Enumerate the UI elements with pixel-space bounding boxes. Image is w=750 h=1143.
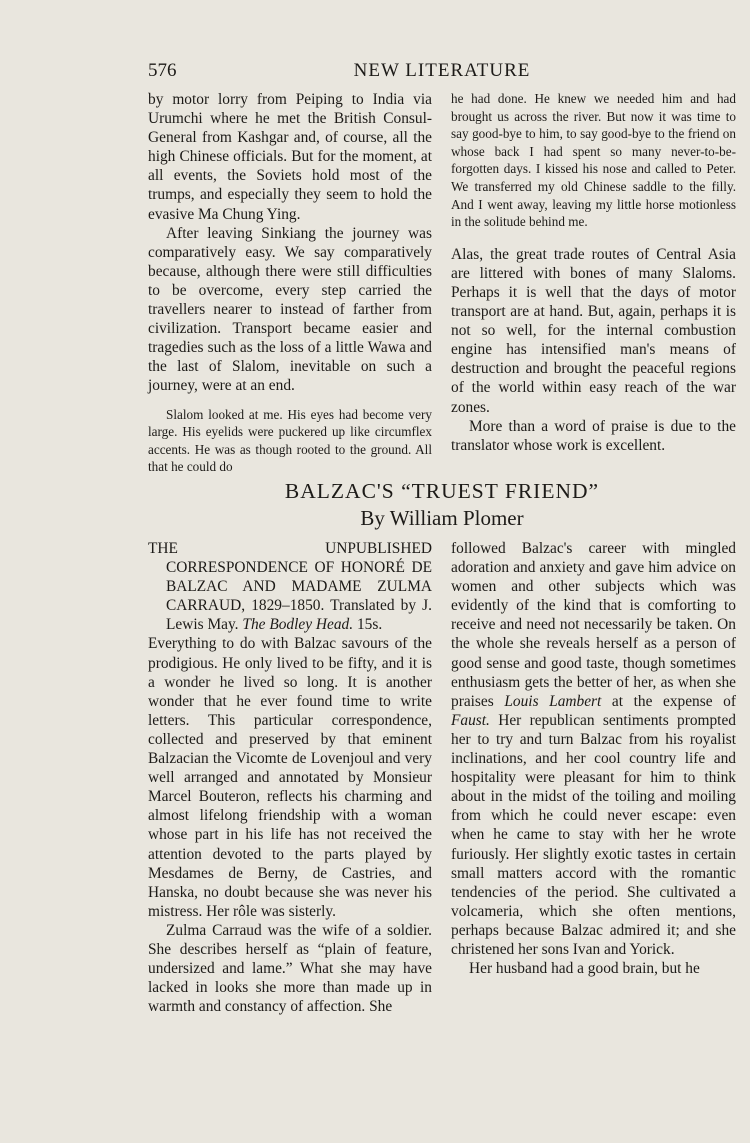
paragraph: Her husband had a good brain, but he xyxy=(469,960,700,978)
paragraph: by motor lorry from Peiping to India via Urumchi where he met the British Consul-General from Kashgar and, of course, all the high Chinese officials. But for the moment, at all events, the Soviets hold most of the trumps, and especially they seem to hold the evasive Ma Chung Ying. xyxy=(148,91,432,223)
book-translator: Translated by J. Lewis May. xyxy=(166,597,432,634)
article-right-column xyxy=(451,539,736,978)
article-title: BALZAC'S “TRUEST FRIEND” xyxy=(284,479,600,503)
cited-work: Faust. xyxy=(451,711,490,729)
previous-review-right-column xyxy=(451,90,736,455)
text-run: followed Balzac's career with mingled adoration and anxiety and gave him advice on women and other subjects which was evidently of the kind that is comforting to receive and need not necessarily be taken. On the whole she reveals herself as a person of good sense and good taste, though sometimes enthusiasm gets the better of her, as when she praises xyxy=(451,540,736,710)
article-byline: By William Plomer xyxy=(360,506,524,530)
book-title: THE UNPUBLISHED CORRESPONDENCE OF HONORÉ DE BALZAC AND MADAME ZULMA CARRAUD, xyxy=(148,540,432,615)
paragraph: Zulma Carraud was the wife of a soldier. She describes herself as “plain of feature, undersized and lame.” What she may have lacked in looks she more than made up in warmth and constancy of affection. She xyxy=(148,921,432,1016)
book-dates: 1829–1850. xyxy=(251,597,325,615)
article-left-column xyxy=(148,539,432,1016)
block-quote: Slalom looked at me. His eyes had become very large. His eyelids were puckered up like circumflex accents. He was as though rooted to the ground. All that he could do xyxy=(148,406,432,475)
paragraph: After leaving Sinkiang the journey was comparatively easy. We say comparatively because, although there were still difficulties to be overcome, every step carried the travellers nearer to instead of farther from civilization. Transport became easier and tragedies such as the loss of a little Wawa and the last of Slalom, inevitable on such a journey, were at an end. xyxy=(148,224,432,395)
book-reference xyxy=(148,539,432,634)
cited-work: Louis Lambert xyxy=(504,692,602,710)
paragraph: Alas, the great trade routes of Central Asia are littered with bones of many Slaloms. Perhaps it is well that the days of motor transport are at hand. But, again, perhaps it is not so well, for the internal combustion engine has intensified man's means of destruction and brought the peaceful regions of the world within easy reach of the war zones. xyxy=(451,245,736,416)
text-run: Her republican sentiments prompted her to try and turn Balzac from his royalist inclinations, and her cool country life and hospitality were pleasant for him to think about in the midst of the toiling and moiling from which he could never escape: even when he came to stay with her he wrote furiously. Her slightly exotic tastes in certain small matters accord with the romantic tendencies of the period. She cultivated a volcameria, which she often mentions, perhaps because Balzac admired it; and she christened her sons Ivan and Yorick. xyxy=(451,711,736,958)
text-run: at the expense of xyxy=(611,692,736,710)
paragraph: Everything to do with Balzac savours of the prodigious. He only lived to be fifty, and it is a wonder he lived so long. It is another wonder that he ever found time to write letters. This particular correspondence, collected and preserved by that eminent Balzacian the Vicomte de Lovenjoul and very well arranged and annotated by Monsieur Marcel Bouteron, reflects his charming and almost lifelong friendship with a woman whose part in his life has not received the attention devoted to the parts played by Mesdames de Berny, de Castries, and Hanska, no doubt because she was never his mistress. Her rôle was sisterly. xyxy=(148,635,432,920)
page-number: 576 xyxy=(148,60,177,81)
paragraph: More than a word of praise is due to the translator whose work is excellent. xyxy=(451,417,736,454)
running-head: NEW LITERATURE xyxy=(353,60,531,81)
paragraph xyxy=(451,539,736,959)
previous-review-left-column xyxy=(148,90,432,476)
page-header xyxy=(148,60,736,84)
block-quote: he had done. He knew we needed him and had brought us across the river. But now it was time to say good-bye to him, to say good-bye to the friend on whose back I had spent so many never-to-be-forgotten days. I kissed his nose and called to Peter. We transferred my old Chinese saddle to the filly. And I went away, leaving my little horse motionless in the solitude behind me. xyxy=(451,91,736,230)
book-price: 15s. xyxy=(356,616,383,634)
book-publisher: The Bodley Head. xyxy=(242,616,354,634)
